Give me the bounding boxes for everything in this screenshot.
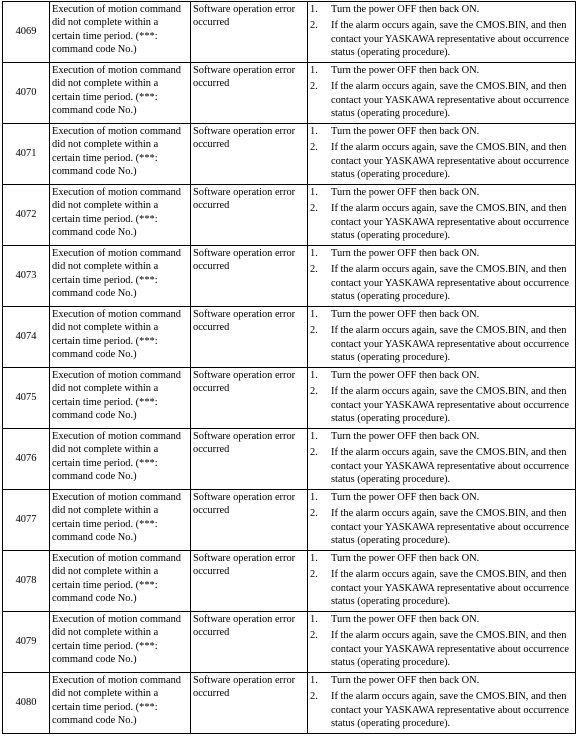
- step-number: 1.: [310, 4, 318, 15]
- remedy-step: [310, 690, 573, 730]
- alarm-meaning: Execution of motion command did not complete within a certain time period. (***: command code No.): [50, 246, 191, 307]
- alarm-code: 4075: [3, 368, 50, 429]
- remedy-step: [310, 613, 573, 626]
- remedy-steps: [310, 552, 573, 608]
- alarm-table-body: [3, 2, 576, 734]
- alarm-remedy: [308, 246, 576, 307]
- remedy-step: [310, 64, 573, 77]
- remedy-steps: [310, 491, 573, 547]
- table-row: [3, 551, 576, 612]
- remedy-step: [310, 202, 573, 242]
- remedy-steps: [310, 3, 573, 59]
- remedy-step: [310, 263, 573, 303]
- remedy-step: [310, 629, 573, 669]
- remedy-steps: [310, 369, 573, 425]
- remedy-steps: [310, 125, 573, 181]
- step-number: 2.: [310, 569, 318, 581]
- step-number: 1.: [310, 675, 318, 686]
- alarm-cause: Software operation error occurred: [191, 368, 308, 429]
- step-number: 2.: [310, 630, 318, 642]
- alarm-remedy: [308, 307, 576, 368]
- alarm-cause: Software operation error occurred: [191, 551, 308, 612]
- alarm-meaning: Execution of motion command did not complete within a certain time period. (***: command code No.): [50, 368, 191, 429]
- alarm-meaning: Execution of motion command did not complete within a certain time period. (***: command code No.): [50, 490, 191, 551]
- alarm-meaning: Execution of motion command did not complete within a certain time period. (***: command code No.): [50, 307, 191, 368]
- alarm-cause: Software operation error occurred: [191, 63, 308, 124]
- alarm-remedy: [308, 124, 576, 185]
- step-text: If the alarm occurs again, save the CMOS.BIN, and then contact your YASKAWA representative about occurrence status (operating procedure).: [331, 569, 569, 607]
- table-row: [3, 63, 576, 124]
- step-text: If the alarm occurs again, save the CMOS.BIN, and then contact your YASKAWA representative about occurrence status (operating procedure).: [331, 81, 569, 119]
- alarm-meaning: Execution of motion command did not complete within a certain time period. (***: command code No.): [50, 429, 191, 490]
- alarm-cause: Software operation error occurred: [191, 612, 308, 673]
- table-row: [3, 612, 576, 673]
- step-text: If the alarm occurs again, save the CMOS.BIN, and then contact your YASKAWA representative about occurrence status (operating procedure).: [331, 264, 569, 302]
- step-text: If the alarm occurs again, save the CMOS.BIN, and then contact your YASKAWA representative about occurrence status (operating procedure).: [331, 691, 569, 729]
- remedy-step: [310, 552, 573, 565]
- table-row: [3, 124, 576, 185]
- step-number: 2.: [310, 203, 318, 215]
- remedy-step: [310, 568, 573, 608]
- remedy-step: [310, 125, 573, 138]
- step-text: Turn the power OFF then back ON.: [331, 187, 480, 198]
- alarm-remedy: [308, 551, 576, 612]
- remedy-step: [310, 446, 573, 486]
- step-text: If the alarm occurs again, save the CMOS.BIN, and then contact your YASKAWA representative about occurrence status (operating procedure).: [331, 203, 569, 241]
- alarm-code: 4074: [3, 307, 50, 368]
- remedy-step: [310, 247, 573, 260]
- alarm-cause: Software operation error occurred: [191, 307, 308, 368]
- alarm-code: 4079: [3, 612, 50, 673]
- step-text: Turn the power OFF then back ON.: [331, 65, 480, 76]
- alarm-cause: Software operation error occurred: [191, 246, 308, 307]
- alarm-meaning: Execution of motion command did not complete within a certain time period. (***: command code No.): [50, 63, 191, 124]
- alarm-table: [2, 1, 576, 734]
- alarm-meaning: Execution of motion command did not complete within a certain time period. (***: command code No.): [50, 185, 191, 246]
- alarm-meaning: Execution of motion command did not complete within a certain time period. (***: command code No.): [50, 2, 191, 63]
- step-number: 1.: [310, 492, 318, 503]
- alarm-code: 4076: [3, 429, 50, 490]
- step-number: 2.: [310, 142, 318, 154]
- step-text: Turn the power OFF then back ON.: [331, 309, 480, 320]
- remedy-step: [310, 141, 573, 181]
- alarm-meaning: Execution of motion command did not complete within a certain time period. (***: command code No.): [50, 612, 191, 673]
- alarm-cause: Software operation error occurred: [191, 429, 308, 490]
- remedy-step: [310, 19, 573, 59]
- alarm-meaning: Execution of motion command did not complete within a certain time period. (***: command code No.): [50, 551, 191, 612]
- remedy-step: [310, 385, 573, 425]
- step-text: Turn the power OFF then back ON.: [331, 370, 480, 381]
- step-number: 2.: [310, 691, 318, 703]
- table-row: [3, 490, 576, 551]
- alarm-remedy: [308, 185, 576, 246]
- step-number: 1.: [310, 370, 318, 381]
- table-row: [3, 307, 576, 368]
- step-number: 1.: [310, 248, 318, 259]
- step-text: Turn the power OFF then back ON.: [331, 431, 480, 442]
- table-row: [3, 2, 576, 63]
- alarm-cause: Software operation error occurred: [191, 490, 308, 551]
- alarm-cause: Software operation error occurred: [191, 2, 308, 63]
- alarm-code: 4077: [3, 490, 50, 551]
- remedy-step: [310, 491, 573, 504]
- remedy-steps: [310, 247, 573, 303]
- remedy-steps: [310, 186, 573, 242]
- step-text: Turn the power OFF then back ON.: [331, 675, 480, 686]
- alarm-code: 4069: [3, 2, 50, 63]
- table-row: [3, 368, 576, 429]
- table-row: [3, 246, 576, 307]
- alarm-remedy: [308, 490, 576, 551]
- step-number: 1.: [310, 553, 318, 564]
- remedy-steps: [310, 64, 573, 120]
- step-number: 2.: [310, 386, 318, 398]
- step-text: If the alarm occurs again, save the CMOS.BIN, and then contact your YASKAWA representative about occurrence status (operating procedure).: [331, 630, 569, 668]
- remedy-step: [310, 80, 573, 120]
- step-number: 2.: [310, 325, 318, 337]
- remedy-steps: [310, 613, 573, 669]
- step-number: 2.: [310, 81, 318, 93]
- alarm-meaning: Execution of motion command did not complete within a certain time period. (***: command code No.): [50, 673, 191, 734]
- alarm-remedy: [308, 2, 576, 63]
- table-row: [3, 185, 576, 246]
- alarm-code: 4072: [3, 185, 50, 246]
- step-text: If the alarm occurs again, save the CMOS.BIN, and then contact your YASKAWA representative about occurrence status (operating procedure).: [331, 508, 569, 546]
- step-text: If the alarm occurs again, save the CMOS.BIN, and then contact your YASKAWA representative about occurrence status (operating procedure).: [331, 447, 569, 485]
- alarm-code: 4078: [3, 551, 50, 612]
- remedy-step: [310, 430, 573, 443]
- step-text: If the alarm occurs again, save the CMOS.BIN, and then contact your YASKAWA representative about occurrence status (operating procedure).: [331, 325, 569, 363]
- step-text: If the alarm occurs again, save the CMOS.BIN, and then contact your YASKAWA representative about occurrence status (operating procedure).: [331, 20, 569, 58]
- remedy-step: [310, 186, 573, 199]
- step-text: Turn the power OFF then back ON.: [331, 553, 480, 564]
- alarm-code: 4070: [3, 63, 50, 124]
- remedy-step: [310, 308, 573, 321]
- step-number: 2.: [310, 20, 318, 32]
- step-text: Turn the power OFF then back ON.: [331, 126, 480, 137]
- alarm-code: 4071: [3, 124, 50, 185]
- step-text: Turn the power OFF then back ON.: [331, 492, 480, 503]
- remedy-steps: [310, 430, 573, 486]
- alarm-code: 4073: [3, 246, 50, 307]
- alarm-remedy: [308, 429, 576, 490]
- step-number: 1.: [310, 65, 318, 76]
- remedy-step: [310, 324, 573, 364]
- alarm-remedy: [308, 673, 576, 734]
- step-number: 2.: [310, 447, 318, 459]
- alarm-cause: Software operation error occurred: [191, 124, 308, 185]
- step-number: 1.: [310, 187, 318, 198]
- alarm-meaning: Execution of motion command did not complete within a certain time period. (***: command code No.): [50, 124, 191, 185]
- step-number: 1.: [310, 309, 318, 320]
- step-text: Turn the power OFF then back ON.: [331, 614, 480, 625]
- remedy-step: [310, 674, 573, 687]
- remedy-step: [310, 507, 573, 547]
- table-row: [3, 673, 576, 734]
- alarm-cause: Software operation error occurred: [191, 185, 308, 246]
- remedy-step: [310, 369, 573, 382]
- step-number: 2.: [310, 508, 318, 520]
- alarm-cause: Software operation error occurred: [191, 673, 308, 734]
- alarm-code: 4080: [3, 673, 50, 734]
- table-row: [3, 429, 576, 490]
- step-text: If the alarm occurs again, save the CMOS.BIN, and then contact your YASKAWA representative about occurrence status (operating procedure).: [331, 142, 569, 180]
- step-text: If the alarm occurs again, save the CMOS.BIN, and then contact your YASKAWA representative about occurrence status (operating procedure).: [331, 386, 569, 424]
- remedy-steps: [310, 308, 573, 364]
- alarm-remedy: [308, 63, 576, 124]
- remedy-step: [310, 3, 573, 16]
- step-text: Turn the power OFF then back ON.: [331, 248, 480, 259]
- step-number: 1.: [310, 431, 318, 442]
- alarm-remedy: [308, 368, 576, 429]
- step-number: 1.: [310, 614, 318, 625]
- alarm-remedy: [308, 612, 576, 673]
- step-number: 2.: [310, 264, 318, 276]
- remedy-steps: [310, 674, 573, 730]
- step-text: Turn the power OFF then back ON.: [331, 4, 480, 15]
- step-number: 1.: [310, 126, 318, 137]
